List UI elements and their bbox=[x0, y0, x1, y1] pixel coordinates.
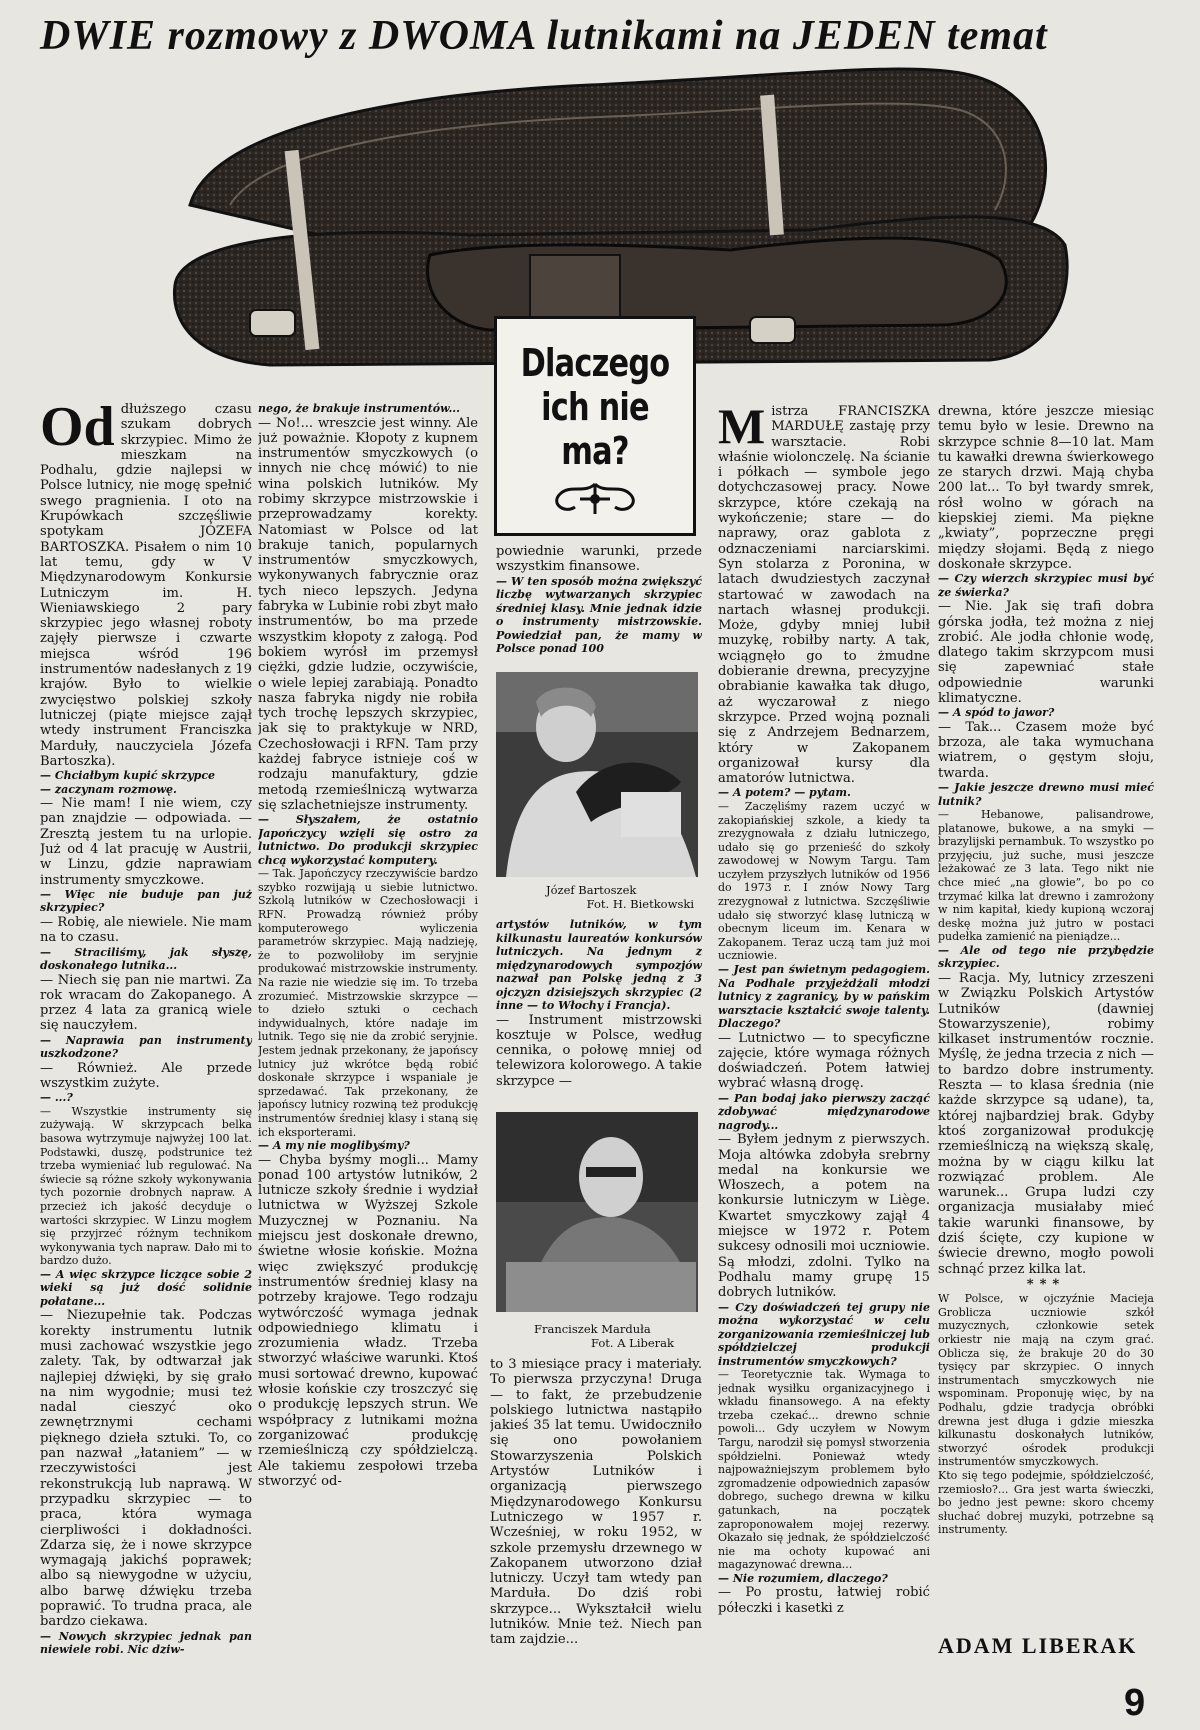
paragraph: to 3 miesiące pracy i materiały. To pierwsza przyczyna! Druga — to fakt, że przebudzenie polskiego lutnictwa nastąpiło jakieś 35 lat temu. Uwidoczniło się ono powołaniem Stowarzyszenia Polskich Artystów Lutników i organizacją pierwszego Międzynarodowego Konkursu Lutniczego w 1957 r. Wcześniej, w roku 1952, w szkole przemysłu drzewnego w Zakopanem utworzono dział lutniczy. Uczył tam wtedy pan Marduła. Do dziś robi skrzypce... Wykształcił wielu lutników. Mnie też. Niech pan tam zajdzie... bbox=[490, 1357, 702, 1648]
section-separator: *** bbox=[1026, 1276, 1066, 1292]
paragraph: — Wszystkie instrumenty się zużywają. W skrzypcach belka basowa wytrzymuje najwyżej 100 lat. Podstawki, duszę, podstrunice też trzeba wymieniać lub regulować. Na świecie są różne szkoły wykonywania tych pozornie drobnych napraw. A przecież ich jakość decyduje o wartości skrzypiec. W Linzu mogłem się przyjrzeć różnym technikom wykonywania tych napraw. Dało mi to bardzo dużo. bbox=[40, 1104, 252, 1268]
author-byline: ADAM LIBERAK bbox=[938, 1633, 1138, 1658]
paragraph: — Chyba byśmy mogli... Mamy ponad 100 artystów lutników, 2 lutnicze szkoły średnie i wydział lutnictwa w Wyższej Szkole Muzycznej w Poznaniu. Na miejscu jest doskonałe drewno, świetne włosie końskie. Można więc zwiększyć produkcję instrumentów średniej klasy na potrzeby krajowe. Tego rodzaju wytwórczość wymaga jednak odpowiedniego klimatu i zrozumienia władz. Trzeba stworzyć właściwe warunki. Ktoś musi sortować drewno, kupować włosie końskie czy troszczyć się o produkcję lepszych strun. We współpracy z lutnikami można zorganizować produkcję rzemieślniczą czy spółdzielczą. Ale takiemu zespołowi trzeba stworzyć od- bbox=[258, 1152, 478, 1489]
question: — Więc nie buduje pan już skrzypiec? bbox=[40, 887, 252, 915]
paragraph: — Tak. Japończycy rzeczywiście bardzo szybko rozwijają u siebie lutnictwo. Szkolą lutników w Czechosłowacji i RFN. Prowadzą również próby komputerowego wyliczenia parametrów skrzypiec. Mają nadzieję, że to pozwoliłoby im seryjnie produkować mistrzowskie instrumenty. Na razie nie wiedzie się im. To trzeba zrozumieć. Mistrzowskie skrzypce — to dzieło sztuki o cechach indywidualnych, które nadaje im lutnik. Tego się nie da zrobić seryjnie. Jestem jednak przekonany, że japońscy lutnicy już wkrótce będą robić doskonałe skrzypce i wspaniale je sprzedawać. Tak przekonany, że japońscy lutnicy rozwiną też produkcję instrumentów średniej klasy i staną się ich eksporterami. bbox=[258, 867, 478, 1139]
question: — W ten sposób można zwiększyć liczbę wytwarzanych skrzypiec średniej klasy. Mnie jednak idzie o instrumenty mistrzowskie. Powiedział pan, że mamy w Polsce ponad 100 bbox=[496, 574, 702, 656]
question: — A więc skrzypce liczące sobie 2 wieki są już dość solidnie połatane... bbox=[40, 1267, 252, 1308]
article-column-3-mid bbox=[496, 918, 702, 1118]
question: — ...? bbox=[40, 1091, 73, 1105]
paragraph: powiednie warunki, przede wszystkim finansowe. bbox=[496, 544, 702, 575]
question: — Słyszałem, że ostatnio Japończycy wzięli się ostro za lutnictwo. Do produkcji skrzypiec chcą wykorzystać komputery. bbox=[258, 813, 478, 867]
box-title-line2: ich nie ma? bbox=[541, 385, 649, 473]
question: — zaczynam rozmowę. bbox=[40, 782, 177, 796]
question: — A spód to jawor? bbox=[938, 706, 1055, 720]
article-column-4 bbox=[718, 404, 930, 1699]
paragraph: — Lutnictwo — to specyficzne zajęcie, które wymaga różnych doświadczeń. Potem łatwiej wybrać własną drogę. bbox=[718, 1030, 930, 1092]
question: — Nie rozumiem, dlaczego? bbox=[718, 1571, 888, 1585]
question: — Jest pan świetnym pedagogiem. Na Podhale przyjeżdżali młodzi lutnicy z zagranicy, by w pańskim warsztacie kształcić swoje talenty. Dlaczego? bbox=[718, 963, 930, 1031]
photo-caption-2 bbox=[496, 1322, 698, 1350]
question: nego, że brakuje instrumentów... bbox=[258, 402, 460, 415]
paragraph: — Również. Ale przede wszystkim zużyte. bbox=[40, 1060, 252, 1091]
page-number: 9 bbox=[1124, 1682, 1146, 1724]
paragraph: — Hebanowe, palisandrowe, platanowe, bukowe, a na smyki — brazylijski pernambuk. To wszystko po przyjęciu, już suche, musi jeszcze leżakować ze 3 lata. Tego nikt nie chce mieć „na głowie”, bo po co trzymać kilka lat drewno i zamrożony w nim kapitał, kiedy kupioną wczoraj deskę można już jutro w postaci pudełka zamienić na pieniądze... bbox=[938, 808, 1154, 944]
question: — Czy wierzch skrzypiec musi być ze świerka? bbox=[938, 572, 1154, 599]
photo-caption-1 bbox=[496, 883, 698, 911]
question: — Nowych skrzypiec jednak pan niewiele robi. Nic dziw- bbox=[40, 1629, 252, 1657]
section-title-box bbox=[494, 316, 696, 536]
paragraph: — Instrument mistrzowski kosztuje w Polsce, według cennika, o połowę mniej od telewizora kolorowego. A takie skrzypce — bbox=[496, 1012, 702, 1089]
question: — Czy doświadczeń tej grupy nie można wykorzystać w celu zorganizowania rzemieślniczej lub spółdzielczej produkcji instrumentów smyczkowych? bbox=[718, 1300, 930, 1368]
paragraph: — Teoretycznie tak. Wymaga to jednak wysiłku organizacyjnego i wkładu finansowego. A na efekty trzeba czekać... drewno schnie powoli... Gdy uczyłem w Nowym Targu, narodził się pomysł stworzenia spółdzielni. Ponieważ wtedy najpoważniejszym problemem było zgromadzenie odpowiednich zapasów dobrego, suchego drewna w kilku gatunkach, na początek zaproponowałem mojej rezerwy. Okazało się jednak, że spółdzielczość nie ma ochoty kupować ani magazynować drewna... bbox=[718, 1368, 930, 1572]
question: — Jakie jeszcze drewno musi mieć lutnik? bbox=[938, 781, 1154, 808]
caption-name: Franciszek Marduła bbox=[534, 1322, 651, 1336]
article-column-3-top bbox=[496, 544, 702, 662]
question: — Chciałbym kupić skrzypce bbox=[40, 769, 216, 783]
paragraph: — Racja. My, lutnicy zrzeszeni w Związku Polskich Artystów Lutników (dawniej Stowarzyszenie), robimy kilkaset instrumentów rocznie. Myślę, że jedna trzecia z nich — to bardzo dobre instrumenty. Reszta — to klasa średnia (nie każde skrzypce są udane), ta, której najbardziej brak. Gdyby ktoś zorganizował produkcję rzemieślniczą na większą skalę, można by w ciągu kilku lat rozwiązać problem. Ale warunek... Grupa ludzi czy organizacja musiałaby mieć takie warunki finansowe, by dziś ścięte, czy kupione w świecie drewno, mogło powoli schnąć przez kilka lat. bbox=[938, 970, 1154, 1277]
article-column-1 bbox=[40, 402, 252, 1699]
caption-credit: Fot. A Liberak bbox=[591, 1336, 674, 1350]
box-title-line1: Dlaczego bbox=[520, 341, 670, 385]
question: artystów lutników, w tym kilkunastu laureatów konkursów lutniczych. Na jednym z międzynarodowych sympozjów nazwał pan Polskę jedną z 3 ojczyzn dzisiejszych skrzypiec (2 inne — to Włochy i Francja). bbox=[496, 918, 702, 1012]
article-column-5 bbox=[938, 404, 1154, 1624]
paragraph: — Tak... Czasem może być brzoza, ale taka wymuchana wiatrem, o gęstym słoju, twarda. bbox=[938, 719, 1154, 781]
paragraph: — Niezupełnie tak. Podczas korekty instrumentu lutnik musi zachować wszystkie jego zalety. Tak, by odtwarzał jak najlepiej dźwięki, by się grało na nim wygodnie; musi też nadal cieszyć oko zewnętrznymi cechami pięknego dzieła sztuki. To, co pan nazwał „łataniem” — w rzeczywistości jest rekonstrukcją lub naprawą. W przypadku skrzypiec — to praca, która wymaga cierpliwości i dokładności. Zdarza się, że i nowe skrzypce wymagają jakichś poprawek; albo są niewygodne w użyciu, albo barwę dźwięku trzeba poprawić. To trudna praca, ale bardzo ciekawa. bbox=[40, 1308, 252, 1630]
paragraph: — Byłem jednym z pierwszych. Moja altówka zdobyła srebrny medal na konkursie we Włoszech, a potem na konkursie lutniczym w Liège. Kwartet smyczkowy zajął 4 miejsce w 1972 r. Potem sukcesy odnosili moi uczniowie. Są młodzi, zdolni. Tylko na Podhalu mamy grupę 15 dobrych lutników. bbox=[718, 1132, 930, 1301]
paragraph: — Zaczęliśmy razem uczyć w zakopiańskiej szkole, a kiedy ta zrezygnowała z działu lutniczego, udało się go przenieść do szkoły zawodowej w Nowym Targu. Tam uczyłem przyszłych lutników od 1956 do 1973 r. I znów Nowy Targ zrezygnował z lutnictwa. Szczęśliwie udało się stworzyć klasę lutniczą w obecnym liceum im. Kenara w Zakopanem. Teraz uczą tam już moi uczniowie. bbox=[718, 799, 930, 963]
paragraph: — Po prostu, łatwiej robić półeczki i kasetki z bbox=[718, 1585, 930, 1616]
question: — Naprawia pan instrumenty uszkodzone? bbox=[40, 1033, 252, 1061]
paragraph: drewna, które jeszcze miesiąc temu było w lesie. Drewno na skrzypce schnie 8—10 lat. Mam tu kawałki drewna świerkowego ze starych drzwi. Mają chyba 200 lat... To był twardy smrek, rósł wolno w górach na kiepskiej ziemi. Ma piękne „kwiaty”, poprzeczne pręgi między słojami. Będą z niego doskonałe skrzypce. bbox=[938, 404, 1154, 572]
question: — Ale od tego nie przybędzie skrzypiec. bbox=[938, 943, 1154, 971]
paragraph: — Nie mam! I nie wiem, czy pan znajdzie — odpowiada. — Zresztą jestem tu na urlopie. Już od 4 lat pracuję w Austrii, w Linzu, gdzie naprawiam instrumenty smyczkowe. bbox=[40, 796, 252, 888]
paragraph: W Polsce, w ojczyźnie Macieja Groblicza uczniowie szkół muzycznych, członkowie setek orkiestr nie mają na czym grać. Oblicza się, że brakuje 20 do 30 tysięcy par skrzypiec. O innych instrumentach smyczkowych nie wspominam. Proponuję więc, by na Podhalu, gdzie tradycja obróbki drewna jest długa i gdzie mieszka kilkunastu doskonałych lutników, stworzyć ośrodek produkcji instrumentów smyczkowych. bbox=[938, 1292, 1154, 1469]
paragraph: istrza FRANCISZKA MARDUŁĘ zastaję przy warsztacie. Robi właśnie wiolonczelę. Na ścianie i półkach — symbole jego dotychczasowej pracy. Nowe skrzypce, które czekają na wykończenie; stare — do naprawy, oraz gablota z odznaczeniami narciarskimi. Syn stolarza z Poronina, w latach dwudziestych zaczynał startować w zawodach na nartach własnej produkcji. Może, gdyby mniej lubił muzykę, robiłby narty. A tak, wciągnęło go to żmudne dobieranie drewna, precyzyjne obrabianie kawałka tak długo, aż wyczarował z niego skrzypce. Przed wojną poznali się z Andrzejem Bednarzem, który w Zakopanem organizował kursy dla amatorów lutnictwa. bbox=[718, 404, 930, 787]
question: — Straciliśmy, jak słyszę, doskonałego lutnika... bbox=[40, 945, 252, 972]
paragraph: Kto się tego podejmie, spółdzielczość, rzemiosło?... Gra jest warta świeczki, bo jedno jest pewne: skoro chcemy słuchać dobrej muzyki, potrzebne są instrumenty. bbox=[938, 1468, 1154, 1537]
question: — A potem? — pytam. bbox=[718, 786, 851, 800]
paragraph: — Nie. Jak się trafi dobra górska jodła, też można z niej zrobić. Ale jodła chłonie wodę, dlatego takim skrzypcom musi się zapewniać stałe odpowiednie warunki klimatyczne. bbox=[938, 599, 1154, 707]
dropcap: M bbox=[718, 404, 766, 454]
dropcap: Od bbox=[40, 402, 115, 458]
article-column-3-bottom bbox=[490, 1357, 702, 1699]
article-headline: DWIE rozmowy z DWOMA lutnikami na JEDEN temat bbox=[40, 13, 1048, 59]
caption-credit: Fot. H. Bietkowski bbox=[586, 897, 694, 911]
article-column-2 bbox=[258, 402, 478, 1699]
question: — A my nie moglibyśmy? bbox=[258, 1139, 410, 1153]
paragraph: — Robię, ale niewiele. Nie mam na to czasu. bbox=[40, 914, 252, 946]
question: — Pan bodaj jako pierwszy zacząć zdobywać międzynarodowe nagrody... bbox=[718, 1091, 930, 1132]
photo-franciszek-mardula bbox=[496, 1112, 698, 1312]
photo-jozef-bartoszek bbox=[496, 672, 698, 877]
paragraph: — Niech się pan nie martwi. Za rok wracam do Zakopanego. A przez 4 lata za granicą wiele się nauczyłem. bbox=[40, 972, 252, 1034]
caption-name: Józef Bartoszek bbox=[546, 883, 637, 897]
ornament-icon bbox=[540, 479, 650, 519]
paragraph: — No!... wreszcie jest winny. Ale już poważnie. Kłopoty z kupnem instrumentów smyczkowych (o innych nie chcę mówić) to nie wina polskich lutników. My robimy skrzypce mistrzowskie i przeprowadzamy korekty. Natomiast w Polsce od lat brakuje tanich, popularnych instrumentów smyczkowych, wykonywanych fabrycznie oraz tych nieco lepszych. Jedyna fabryka w Lubinie robi zbyt mało instrumentów, bo ma przede wszystkim kłopoty z załogą. Pod bokiem wyrósł im przemysł ciężki, gdzie ludzie, oczywiście, o wiele lepiej zarabiają. Ponadto nasza fabryka nigdy nie robiła tych trochę lepszych skrzypiec, jak się to praktykuje w NRD, Czechosłowacji i RFN. Tam przy każdej fabryce istnieje coś w rodzaju manufaktury, gdzie metodą rzemieślniczą wytwarza się szlachetniejsze instrumenty. bbox=[258, 415, 478, 813]
paragraph: dłuższego czasu szukam dobrych skrzypiec. Mimo że mieszkam na Podhalu, gdzie najlepsi w Polsce lutnicy, nie mogę spełnić swego pragnienia. I oto na Krupówkach szczęśliwie spotykam JÓZEFA BARTOSZKA. Pisałem o nim 10 lat temu, gdy w V Międzynarodowym Konkursie Lutniczym im. H. Wieniawskiego 2 pary skrzypiec jego własnej roboty zajęły pierwsze i czwarte miejsca wśród 196 instrumentów nadesłanych z 19 krajów. Było to wielkie zwycięstwo polskiej szkoły lutniczej (piąte miejsce zajął wtedy instrument Franciszka Marduły, nauczyciela Józefa Bartoszka). bbox=[40, 402, 252, 769]
